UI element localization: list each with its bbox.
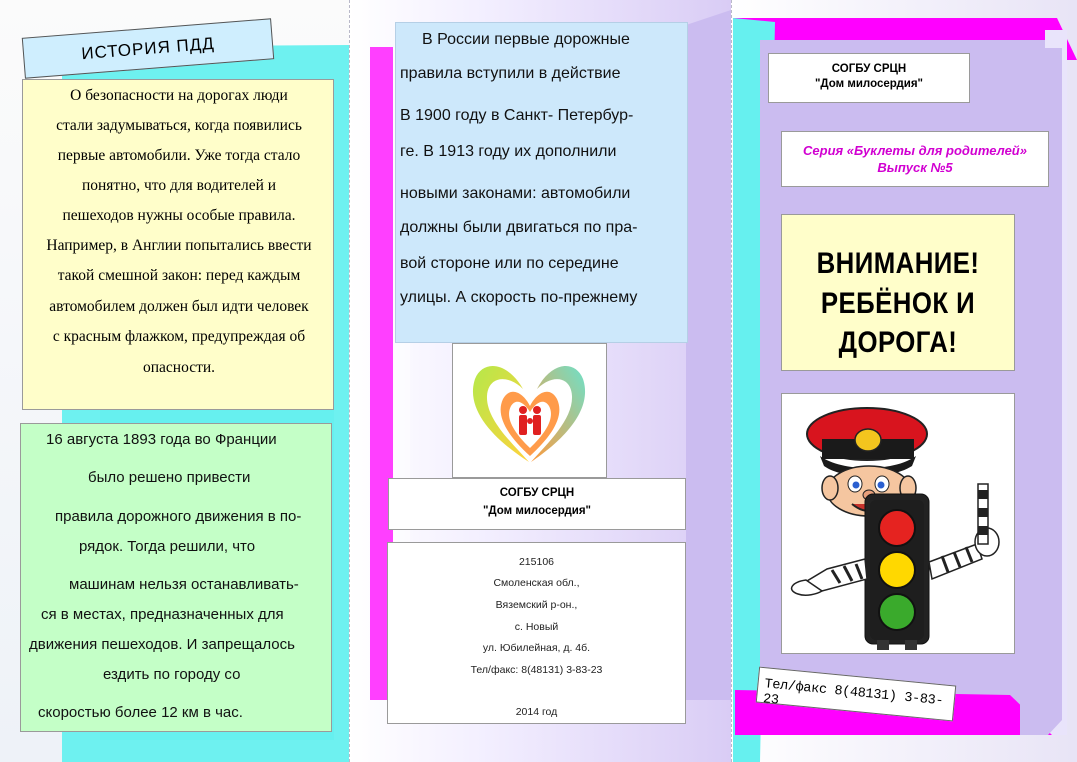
history-line: первые автомобили. Уже тогда стало bbox=[57, 147, 301, 164]
org-house: "Дом милосердия" bbox=[814, 78, 924, 90]
russia-line: В 1900 году в Санкт- Петербур- bbox=[400, 107, 634, 124]
russia-line: ге. В 1913 году их дополнили bbox=[400, 143, 617, 160]
warning-line: ВНИМАНИЕ! bbox=[816, 247, 980, 280]
year-label: 2014 год bbox=[515, 706, 558, 718]
russia-line: правила вступили в действие bbox=[400, 65, 621, 82]
russia-line: должны были двигаться по пра- bbox=[400, 219, 638, 236]
address-line: Вяземский р-он., bbox=[495, 599, 578, 611]
series-title: Серия «Буклеты для родителей» bbox=[803, 143, 1027, 158]
series-issue: Выпуск №5 bbox=[877, 160, 953, 175]
illustration-frame bbox=[781, 393, 1015, 654]
russia-line: улицы. А скорость по-прежнему bbox=[400, 289, 638, 306]
warning-box bbox=[781, 214, 1015, 371]
history-line: Например, в Англии попытались ввести bbox=[46, 237, 312, 254]
history-line: с красным флажком, предупреждая об bbox=[52, 328, 306, 345]
russia-text-box bbox=[395, 22, 688, 343]
history-line: стали задумываться, когда появились bbox=[56, 117, 302, 134]
fold-line bbox=[731, 0, 732, 762]
france-line: ездить по городу со bbox=[103, 666, 241, 683]
france-line: скоростью более 12 км в час. bbox=[38, 704, 243, 721]
org-house: "Дом милосердия" bbox=[482, 505, 592, 517]
traffic-light-policeman-icon bbox=[782, 394, 1014, 653]
history-line: понятно, что для водителей и bbox=[81, 177, 277, 194]
warning-line: ДОРОГА! bbox=[838, 326, 958, 359]
fold-line bbox=[349, 0, 350, 762]
org-box-right bbox=[768, 53, 970, 103]
org-name: СОГБУ СРЦН bbox=[831, 63, 907, 75]
france-line: рядок. Тогда решили, что bbox=[79, 538, 256, 555]
history-line: такой смешной закон: перед каждым bbox=[57, 267, 301, 284]
france-line: ся в местах, предназначенных для bbox=[41, 606, 284, 623]
history-title: ИСТОРИЯ ПДД bbox=[80, 33, 216, 64]
address-line: ул. Юбилейная, д. 4б. bbox=[482, 642, 591, 654]
phone-text: Тел/факс 8(48131) 3-83-23 bbox=[762, 677, 944, 710]
address-box bbox=[387, 542, 686, 724]
france-line: было решено привести bbox=[88, 469, 251, 486]
france-line: машинам нельзя останавливать- bbox=[69, 576, 299, 593]
address-line: Тел/факс: 8(48131) 3-83-23 bbox=[470, 664, 603, 676]
france-line: правила дорожного движения в по- bbox=[55, 508, 302, 525]
heart-family-logo-icon bbox=[453, 344, 606, 477]
warning-line: РЕБЁНОК И bbox=[820, 287, 976, 320]
series-box bbox=[781, 131, 1049, 187]
address-line: 215106 bbox=[518, 556, 555, 568]
history-text-box bbox=[22, 79, 334, 410]
org-box-middle bbox=[388, 478, 686, 530]
france-line: 16 августа 1893 года во Франции bbox=[46, 431, 277, 448]
history-line: О безопасности на дорогах люди bbox=[70, 87, 288, 104]
history-line: опасности. bbox=[142, 359, 216, 376]
russia-line: вой стороне или по середине bbox=[400, 255, 619, 272]
history-line: автомобилем должен был идти человек bbox=[49, 298, 309, 315]
address-line: Смоленская обл., bbox=[493, 577, 580, 589]
france-text-box bbox=[20, 423, 332, 732]
russia-line: В России первые дорожные bbox=[422, 31, 630, 48]
address-line: с. Новый bbox=[514, 621, 559, 633]
france-line: движения пешеходов. И запрещалось bbox=[29, 636, 295, 653]
russia-line: новыми законами: автомобили bbox=[400, 185, 631, 202]
history-line: пешеходов нужны особые правила. bbox=[62, 207, 296, 224]
org-name: СОГБУ СРЦН bbox=[499, 487, 575, 499]
logo-frame bbox=[452, 343, 607, 478]
